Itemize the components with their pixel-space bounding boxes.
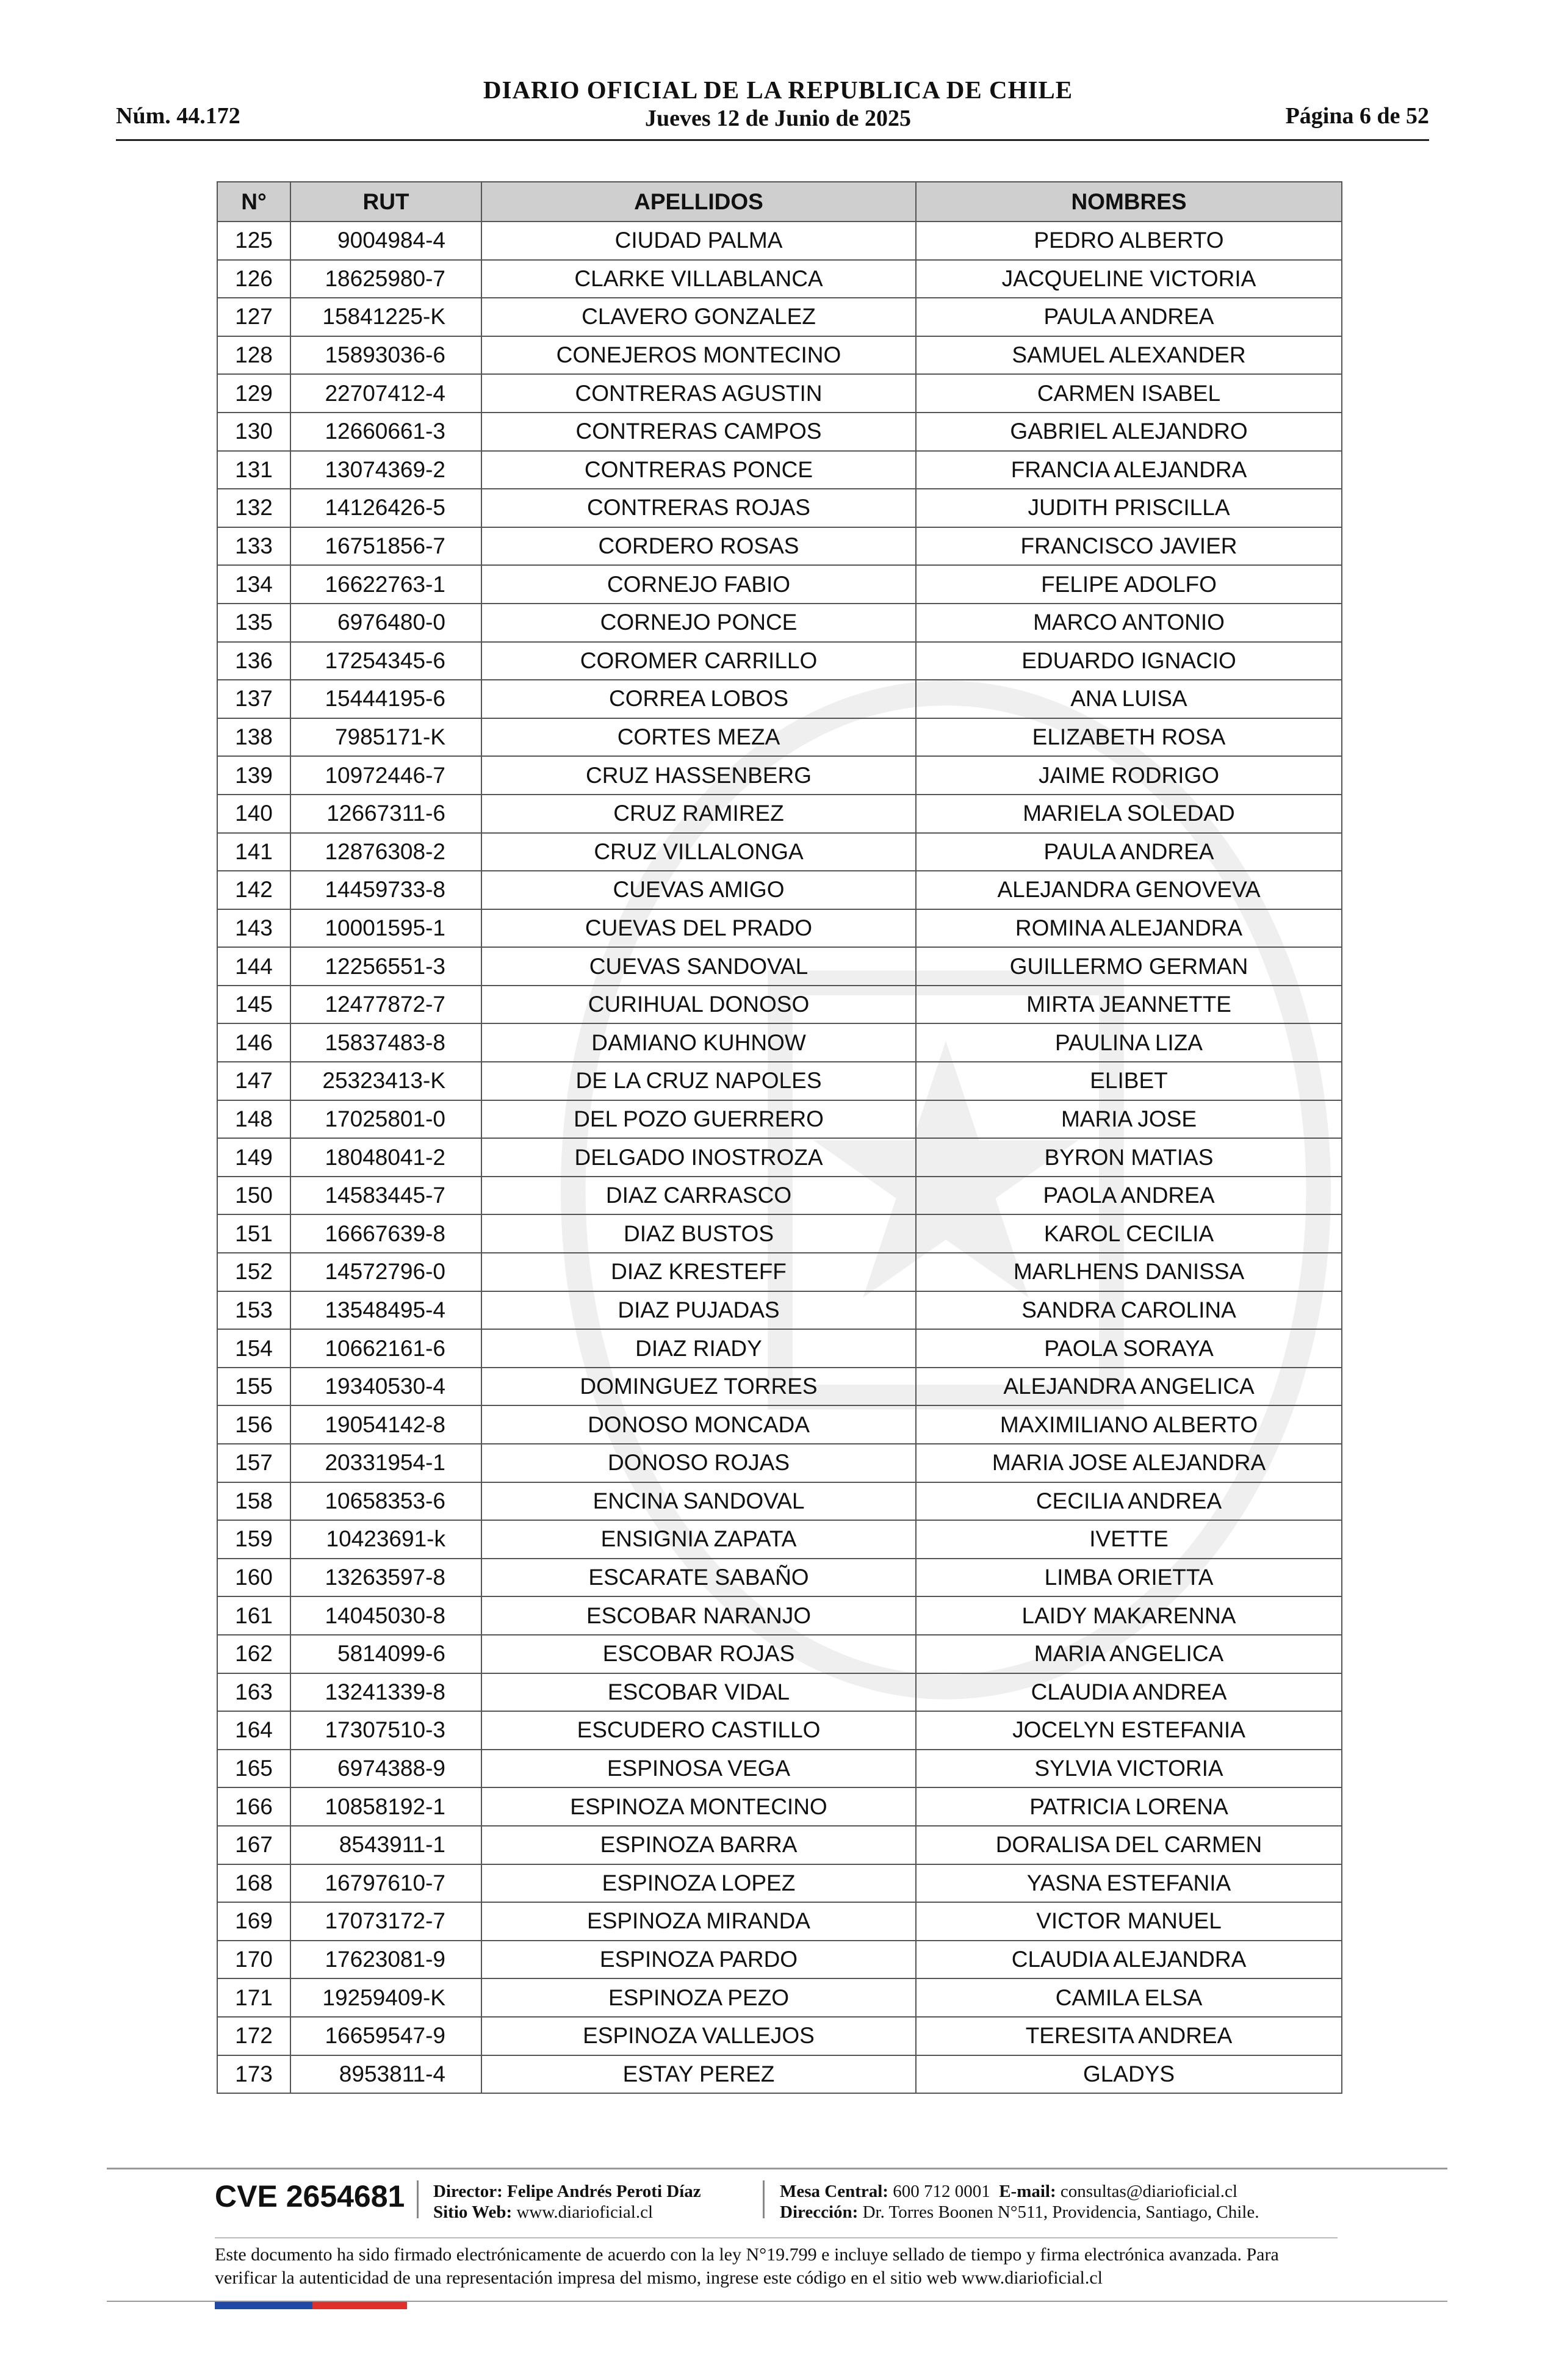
rut-cell: 9004984-4 [290, 222, 481, 260]
row-number: 139 [217, 756, 290, 795]
row-number: 167 [217, 1826, 290, 1864]
names-cell: EDUARDO IGNACIO [916, 642, 1342, 680]
names-cell: SYLVIA VICTORIA [916, 1750, 1342, 1788]
table-row [217, 833, 1342, 871]
names-cell: PEDRO ALBERTO [916, 222, 1342, 260]
rut-cell: 17623081-9 [290, 1941, 481, 1979]
table-row [217, 1329, 1342, 1368]
surnames-cell: DONOSO ROJAS [481, 1444, 916, 1482]
surnames-cell: ESPINOZA LOPEZ [481, 1864, 916, 1903]
contact-info: Mesa Central: 600 712 0001 E-mail: consultas@diarioficial.cl Dirección: Dr. Torres Boonen N°511, Providencia, Santiago, Chile. [780, 2182, 1259, 2222]
row-number: 152 [217, 1253, 290, 1291]
rut-cell: 17073172-7 [290, 1902, 481, 1941]
names-cell: PAULINA LIZA [916, 1023, 1342, 1062]
table-row [217, 1711, 1342, 1750]
rut-cell: 16622763-1 [290, 565, 481, 604]
surnames-cell: CORNEJO FABIO [481, 565, 916, 604]
names-cell: PATRICIA LORENA [916, 1787, 1342, 1826]
row-number: 161 [217, 1596, 290, 1635]
names-cell: ELIZABETH ROSA [916, 718, 1342, 757]
rut-cell: 10658353-6 [290, 1482, 481, 1521]
rut-cell: 16797610-7 [290, 1864, 481, 1903]
table-row [217, 1864, 1342, 1903]
surnames-cell: DIAZ CARRASCO [481, 1177, 916, 1215]
column-header-rut: RUT [290, 182, 481, 222]
row-number: 141 [217, 833, 290, 871]
table-row [217, 336, 1342, 375]
surnames-cell: ESCUDERO CASTILLO [481, 1711, 916, 1750]
names-cell: FRANCISCO JAVIER [916, 527, 1342, 566]
names-cell: MARLHENS DANISSA [916, 1253, 1342, 1291]
rut-cell: 10662161-6 [290, 1329, 481, 1368]
row-number: 173 [217, 2055, 290, 2094]
table-row [217, 2017, 1342, 2055]
rut-cell: 15841225-K [290, 298, 481, 336]
surnames-cell: DOMINGUEZ TORRES [481, 1368, 916, 1406]
rut-cell: 8953811-4 [290, 2055, 481, 2094]
table-row [217, 527, 1342, 566]
surnames-cell: DIAZ BUSTOS [481, 1214, 916, 1253]
names-cell: PAULA ANDREA [916, 833, 1342, 871]
table-row [217, 795, 1342, 833]
row-number: 133 [217, 527, 290, 566]
surnames-cell: COROMER CARRILLO [481, 642, 916, 680]
table-row [217, 1787, 1342, 1826]
names-cell: MARIELA SOLEDAD [916, 795, 1342, 833]
names-cell: JAIME RODRIGO [916, 756, 1342, 795]
row-number: 168 [217, 1864, 290, 1903]
surnames-cell: DE LA CRUZ NAPOLES [481, 1062, 916, 1100]
surnames-cell: DEL POZO GUERRERO [481, 1100, 916, 1139]
surnames-cell: CONTRERAS PONCE [481, 451, 916, 489]
rut-cell: 15893036-6 [290, 336, 481, 375]
rut-cell: 14126426-5 [290, 489, 481, 527]
table-row [217, 1559, 1342, 1597]
surnames-cell: CUEVAS AMIGO [481, 871, 916, 909]
rut-cell: 15444195-6 [290, 680, 481, 718]
row-number: 157 [217, 1444, 290, 1482]
table-row [217, 604, 1342, 642]
names-cell: JUDITH PRISCILLA [916, 489, 1342, 527]
table-row [217, 222, 1342, 260]
row-number: 127 [217, 298, 290, 336]
row-number: 159 [217, 1520, 290, 1559]
row-number: 149 [217, 1138, 290, 1177]
names-cell: MAXIMILIANO ALBERTO [916, 1405, 1342, 1444]
rut-cell: 19259409-K [290, 1978, 481, 2017]
row-number: 128 [217, 336, 290, 375]
cve-code: CVE 2654681 [215, 2179, 405, 2213]
row-number: 146 [217, 1023, 290, 1062]
table-row [217, 756, 1342, 795]
surnames-cell: ESPINOZA VALLEJOS [481, 2017, 916, 2055]
surnames-cell: CONTRERAS CAMPOS [481, 413, 916, 451]
table-row [217, 1635, 1342, 1673]
surnames-cell: CLAVERO GONZALEZ [481, 298, 916, 336]
row-number: 164 [217, 1711, 290, 1750]
rut-cell: 12477872-7 [290, 986, 481, 1024]
surnames-cell: CONEJEROS MONTECINO [481, 336, 916, 375]
table-row [217, 451, 1342, 489]
surnames-cell: DONOSO MONCADA [481, 1405, 916, 1444]
surnames-cell: ESCARATE SABAÑO [481, 1559, 916, 1597]
surnames-cell: DAMIANO KUHNOW [481, 1023, 916, 1062]
names-cell: IVETTE [916, 1520, 1342, 1559]
row-number: 130 [217, 413, 290, 451]
row-number: 147 [217, 1062, 290, 1100]
surnames-cell: ENSIGNIA ZAPATA [481, 1520, 916, 1559]
issue-number: Núm. 44.172 [116, 103, 240, 129]
rut-cell: 14045030-8 [290, 1596, 481, 1635]
surnames-cell: CRUZ HASSENBERG [481, 756, 916, 795]
row-number: 134 [217, 565, 290, 604]
table-row [217, 374, 1342, 413]
surnames-cell: ESPINOZA PEZO [481, 1978, 916, 2017]
surnames-cell: CORREA LOBOS [481, 680, 916, 718]
rut-cell: 15837483-8 [290, 1023, 481, 1062]
table-row [217, 1291, 1342, 1330]
table-row [217, 1750, 1342, 1788]
publication-date: Jueves 12 de Junio de 2025 [645, 106, 911, 131]
surnames-cell: CORNEJO PONCE [481, 604, 916, 642]
names-cell: PAULA ANDREA [916, 298, 1342, 336]
names-cell: LAIDY MAKARENNA [916, 1596, 1342, 1635]
rut-cell: 12660661-3 [290, 413, 481, 451]
names-cell: ROMINA ALEJANDRA [916, 909, 1342, 948]
names-cell: ELIBET [916, 1062, 1342, 1100]
names-cell: VICTOR MANUEL [916, 1902, 1342, 1941]
flag-stripe-blue [215, 2302, 312, 2309]
surnames-cell: DIAZ KRESTEFF [481, 1253, 916, 1291]
row-number: 138 [217, 718, 290, 757]
table-row [217, 986, 1342, 1024]
legal-notice: Este documento ha sido firmado electrónicamente de acuerdo con la ley N°19.799 e incluye sellado de tiempo y firma electrónica avanzada. Para verificar la autenticidad de una representación impresa del mismo, ingrese este código en el sitio web www.diarioficial.cl [215, 2245, 1279, 2288]
rut-cell: 13263597-8 [290, 1559, 481, 1597]
website-link[interactable]: www.diarioficial.cl [516, 2202, 654, 2222]
table-row [217, 1023, 1342, 1062]
row-number: 148 [217, 1100, 290, 1139]
row-number: 137 [217, 680, 290, 718]
table-row [217, 1826, 1342, 1864]
registry-table [217, 181, 1342, 2094]
names-cell: KAROL CECILIA [916, 1214, 1342, 1253]
surnames-cell: CRUZ VILLALONGA [481, 833, 916, 871]
footer-middle-divider [215, 2237, 1338, 2238]
names-cell: JOCELYN ESTEFANIA [916, 1711, 1342, 1750]
rut-cell: 6976480-0 [290, 604, 481, 642]
table-row [217, 1405, 1342, 1444]
column-header-number: N° [217, 182, 290, 222]
table-row [217, 1444, 1342, 1482]
names-cell: CLAUDIA ALEJANDRA [916, 1941, 1342, 1979]
row-number: 142 [217, 871, 290, 909]
surnames-cell: ESPINOZA PARDO [481, 1941, 916, 1979]
rut-cell: 7985171-K [290, 718, 481, 757]
table-row [217, 298, 1342, 336]
rut-cell: 5814099-6 [290, 1635, 481, 1673]
table-row [217, 489, 1342, 527]
row-number: 144 [217, 947, 290, 986]
table-body [217, 222, 1342, 2093]
rut-cell: 6974388-9 [290, 1750, 481, 1788]
row-number: 143 [217, 909, 290, 948]
row-number: 125 [217, 222, 290, 260]
director-name: Felipe Andrés Peroti Díaz [507, 2182, 701, 2201]
table-row [217, 1062, 1342, 1100]
names-cell: DORALISA DEL CARMEN [916, 1826, 1342, 1864]
table-row [217, 1941, 1342, 1979]
rut-cell: 16667639-8 [290, 1214, 481, 1253]
surnames-cell: CURIHUAL DONOSO [481, 986, 916, 1024]
director-info: Director: Felipe Andrés Peroti Díaz Sitio Web: www.diarioficial.cl [433, 2182, 701, 2222]
email-link[interactable]: consultas@diarioficial.cl [1060, 2182, 1237, 2201]
table-row [217, 1978, 1342, 2017]
table-header-row [217, 182, 1342, 222]
surnames-cell: ESCOBAR VIDAL [481, 1673, 916, 1712]
names-cell: TERESITA ANDREA [916, 2017, 1342, 2055]
row-number: 171 [217, 1978, 290, 2017]
surnames-cell: CIUDAD PALMA [481, 222, 916, 260]
rut-cell: 20331954-1 [290, 1444, 481, 1482]
table-row [217, 680, 1342, 718]
row-number: 160 [217, 1559, 290, 1597]
row-number: 136 [217, 642, 290, 680]
names-cell: GABRIEL ALEJANDRO [916, 413, 1342, 451]
names-cell: SANDRA CAROLINA [916, 1291, 1342, 1330]
names-cell: ALEJANDRA ANGELICA [916, 1368, 1342, 1406]
table-row [217, 642, 1342, 680]
table-row [217, 1214, 1342, 1253]
row-number: 158 [217, 1482, 290, 1521]
names-cell: MIRTA JEANNETTE [916, 986, 1342, 1024]
table-row [217, 260, 1342, 298]
rut-cell: 8543911-1 [290, 1826, 481, 1864]
rut-cell: 12667311-6 [290, 795, 481, 833]
column-header-surnames: APELLIDOS [481, 182, 916, 222]
table-row [217, 1100, 1342, 1139]
row-number: 163 [217, 1673, 290, 1712]
rut-cell: 14583445-7 [290, 1177, 481, 1215]
row-number: 172 [217, 2017, 290, 2055]
column-header-names: NOMBRES [916, 182, 1342, 222]
flag-stripe-red [312, 2302, 407, 2309]
surnames-cell: ENCINA SANDOVAL [481, 1482, 916, 1521]
rut-cell: 17307510-3 [290, 1711, 481, 1750]
names-cell: GUILLERMO GERMAN [916, 947, 1342, 986]
row-number: 126 [217, 260, 290, 298]
row-number: 135 [217, 604, 290, 642]
rut-cell: 18625980-7 [290, 260, 481, 298]
names-cell: BYRON MATIAS [916, 1138, 1342, 1177]
surnames-cell: CONTRERAS ROJAS [481, 489, 916, 527]
surnames-cell: ESPINOSA VEGA [481, 1750, 916, 1788]
row-number: 154 [217, 1329, 290, 1368]
rut-cell: 10423691-k [290, 1520, 481, 1559]
table-row [217, 413, 1342, 451]
surnames-cell: CUEVAS SANDOVAL [481, 947, 916, 986]
names-cell: CLAUDIA ANDREA [916, 1673, 1342, 1712]
surnames-cell: ESPINOZA MONTECINO [481, 1787, 916, 1826]
table-row [217, 2055, 1342, 2094]
table-row [217, 1596, 1342, 1635]
table-row [217, 1253, 1342, 1291]
row-number: 129 [217, 374, 290, 413]
names-cell: MARIA ANGELICA [916, 1635, 1342, 1673]
rut-cell: 19054142-8 [290, 1405, 481, 1444]
page-number: Página 6 de 52 [1285, 103, 1429, 129]
names-cell: ALEJANDRA GENOVEVA [916, 871, 1342, 909]
rut-cell: 22707412-4 [290, 374, 481, 413]
table-row [217, 1138, 1342, 1177]
names-cell: PAOLA ANDREA [916, 1177, 1342, 1215]
rut-cell: 10858192-1 [290, 1787, 481, 1826]
rut-cell: 13074369-2 [290, 451, 481, 489]
surnames-cell: CONTRERAS AGUSTIN [481, 374, 916, 413]
surnames-cell: DELGADO INOSTROZA [481, 1138, 916, 1177]
row-number: 145 [217, 986, 290, 1024]
names-cell: JACQUELINE VICTORIA [916, 260, 1342, 298]
header-divider [116, 139, 1429, 141]
rut-cell: 13548495-4 [290, 1291, 481, 1330]
rut-cell: 17025801-0 [290, 1100, 481, 1139]
rut-cell: 14572796-0 [290, 1253, 481, 1291]
row-number: 156 [217, 1405, 290, 1444]
surnames-cell: CLARKE VILLABLANCA [481, 260, 916, 298]
footer-separator [763, 2180, 765, 2218]
table-row [217, 947, 1342, 986]
names-cell: YASNA ESTEFANIA [916, 1864, 1342, 1903]
row-number: 165 [217, 1750, 290, 1788]
table-row [217, 1482, 1342, 1521]
names-cell: ANA LUISA [916, 680, 1342, 718]
names-cell: CECILIA ANDREA [916, 1482, 1342, 1521]
surnames-cell: CORTES MEZA [481, 718, 916, 757]
names-cell: MARCO ANTONIO [916, 604, 1342, 642]
names-cell: MARIA JOSE [916, 1100, 1342, 1139]
rut-cell: 10001595-1 [290, 909, 481, 948]
row-number: 153 [217, 1291, 290, 1330]
table-row [217, 1520, 1342, 1559]
names-cell: PAOLA SORAYA [916, 1329, 1342, 1368]
table-row [217, 1177, 1342, 1215]
surnames-cell: ESPINOZA MIRANDA [481, 1902, 916, 1941]
surnames-cell: CORDERO ROSAS [481, 527, 916, 566]
rut-cell: 19340530-4 [290, 1368, 481, 1406]
rut-cell: 17254345-6 [290, 642, 481, 680]
names-cell: LIMBA ORIETTA [916, 1559, 1342, 1597]
names-cell: CARMEN ISABEL [916, 374, 1342, 413]
rut-cell: 16659547-9 [290, 2017, 481, 2055]
table-row [217, 909, 1342, 948]
rut-cell: 18048041-2 [290, 1138, 481, 1177]
row-number: 150 [217, 1177, 290, 1215]
names-cell: SAMUEL ALEXANDER [916, 336, 1342, 375]
footer-separator [417, 2180, 419, 2218]
surnames-cell: ESTAY PEREZ [481, 2055, 916, 2094]
row-number: 132 [217, 489, 290, 527]
surnames-cell: DIAZ RIADY [481, 1329, 916, 1368]
publication-title: DIARIO OFICIAL DE LA REPUBLICA DE CHILE [483, 76, 1073, 104]
registry-table-container [217, 181, 1341, 2094]
surnames-cell: ESCOBAR NARANJO [481, 1596, 916, 1635]
rut-cell: 12876308-2 [290, 833, 481, 871]
rut-cell: 16751856-7 [290, 527, 481, 566]
names-cell: MARIA JOSE ALEJANDRA [916, 1444, 1342, 1482]
footer-top-divider [107, 2168, 1447, 2169]
names-cell: GLADYS [916, 2055, 1342, 2094]
table-row [217, 1368, 1342, 1406]
rut-cell: 12256551-3 [290, 947, 481, 986]
names-cell: CAMILA ELSA [916, 1978, 1342, 2017]
rut-cell: 10972446-7 [290, 756, 481, 795]
surnames-cell: CRUZ RAMIREZ [481, 795, 916, 833]
row-number: 155 [217, 1368, 290, 1406]
names-cell: FRANCIA ALEJANDRA [916, 451, 1342, 489]
surnames-cell: ESCOBAR ROJAS [481, 1635, 916, 1673]
row-number: 162 [217, 1635, 290, 1673]
table-row [217, 565, 1342, 604]
surnames-cell: CUEVAS DEL PRADO [481, 909, 916, 948]
rut-cell: 14459733-8 [290, 871, 481, 909]
surnames-cell: ESPINOZA BARRA [481, 1826, 916, 1864]
address: Dr. Torres Boonen N°511, Providencia, Santiago, Chile. [862, 2202, 1259, 2222]
row-number: 170 [217, 1941, 290, 1979]
rut-cell: 13241339-8 [290, 1673, 481, 1712]
table-row [217, 1673, 1342, 1712]
row-number: 169 [217, 1902, 290, 1941]
table-row [217, 1902, 1342, 1941]
table-row [217, 718, 1342, 757]
table-row [217, 871, 1342, 909]
row-number: 131 [217, 451, 290, 489]
row-number: 151 [217, 1214, 290, 1253]
names-cell: FELIPE ADOLFO [916, 565, 1342, 604]
phone-number: 600 712 0001 [893, 2182, 990, 2201]
row-number: 166 [217, 1787, 290, 1826]
row-number: 140 [217, 795, 290, 833]
rut-cell: 25323413-K [290, 1062, 481, 1100]
surnames-cell: DIAZ PUJADAS [481, 1291, 916, 1330]
